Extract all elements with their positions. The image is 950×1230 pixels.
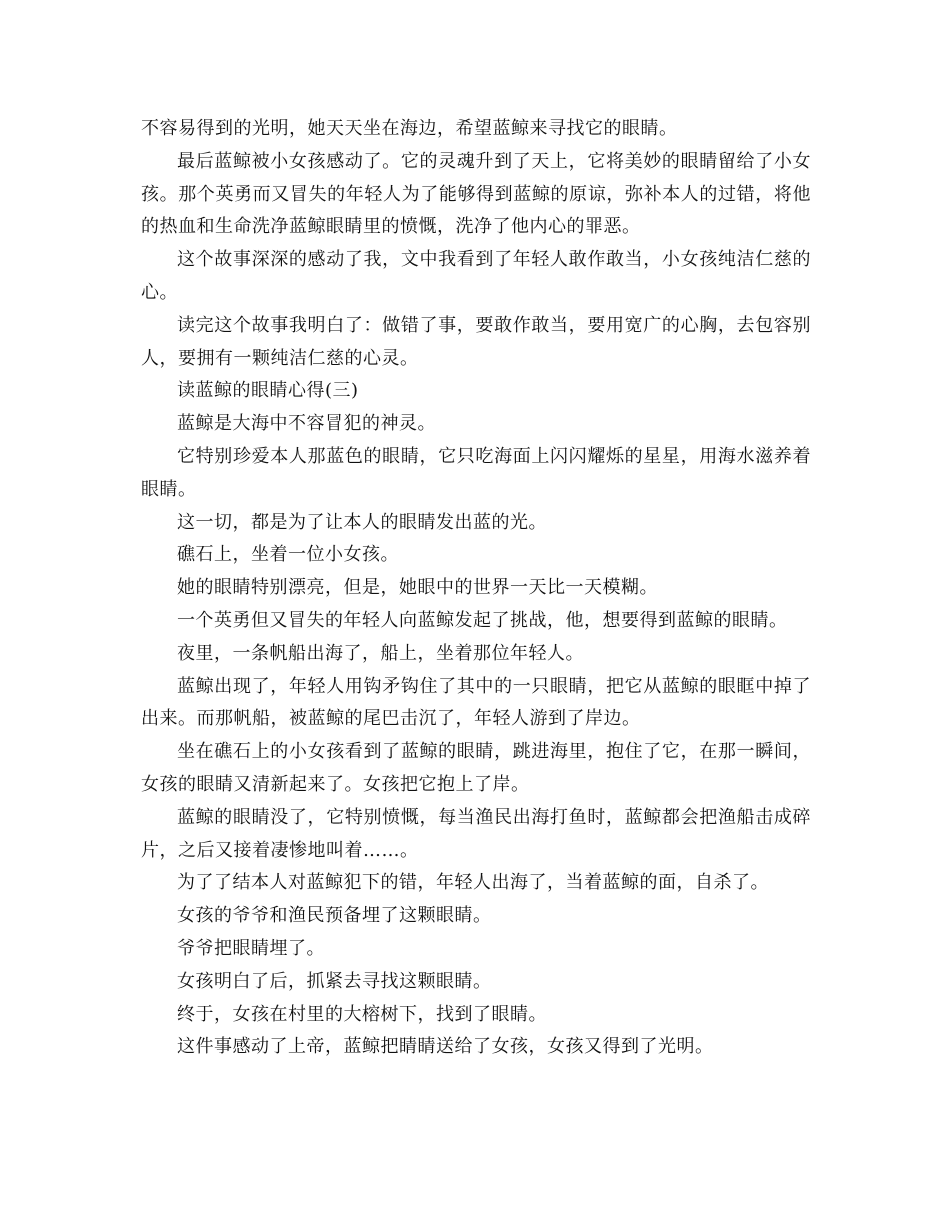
document-body [141, 113, 811, 1064]
paragraph: 这个故事深深的感动了我，文中我看到了年轻人敢作敢当，小女孩纯洁仁慈的心。 [141, 249, 811, 303]
paragraph: 读完这个故事我明白了：做错了事，要敢作敢当，要用宽广的心胸，去包容别人，要拥有一颗纯洁仁慈的心灵。 [141, 314, 811, 369]
paragraph: 蓝鲸出现了，年轻人用钩矛钩住了其中的一只眼睛，把它从蓝鲸的眼眶中掉了出来。而那帆船，被蓝鲸的尾巴击沉了，年轻人游到了岸边。 [141, 675, 811, 730]
paragraph: 一个英勇但又冒失的年轻人向蓝鲸发起了挑战，他，想要得到蓝鲸的眼睛。 [177, 609, 788, 631]
paragraph: 爷爷把眼睛埋了。 [177, 937, 325, 959]
paragraph: 这件事感动了上帝，蓝鲸把睛睛送给了女孩，女孩又得到了光明。 [177, 1036, 714, 1058]
paragraph: 这一切，都是为了让本人的眼睛发出蓝的光。 [177, 511, 547, 533]
paragraph: 最后蓝鲸被小女孩感动了。它的灵魂升到了天上，它将美妙的眼睛留给了小女孩。那个英勇而又冒失的年轻人为了能够得到蓝鲸的原谅，弥补本人的过错，将他的热血和生命洗净蓝鲸眼睛里的愤慨，洗净了他内心的罪恶。 [141, 150, 811, 238]
paragraph: 她的眼睛特别漂亮，但是，她眼中的世界一天比一天模糊。 [177, 577, 658, 599]
paragraph: 坐在礁石上的小女孩看到了蓝鲸的眼睛，跳进海里，抱住了它，在那一瞬间，女孩的眼睛又清新起来了。女孩把它抱上了岸。 [141, 741, 811, 795]
paragraph: 蓝鲸的眼睛没了，它特别愤慨，每当渔民出海打鱼时，蓝鲸都会把渔船击成碎片，之后又接着凄惨地叫着……。 [141, 806, 811, 861]
paragraph: 它特别珍爱本人那蓝色的眼睛，它只吃海面上闪闪耀烁的星星，用海水滋养着眼睛。 [141, 445, 811, 500]
paragraph: 蓝鲸是大海中不容冒犯的神灵。 [177, 413, 436, 435]
paragraph: 女孩的爷爷和渔民预备埋了这颗眼睛。 [177, 905, 492, 927]
paragraph: 夜里，一条帆船出海了，船上，坐着那位年轻人。 [177, 642, 584, 664]
paragraph: 读蓝鲸的眼睛心得(三) [177, 380, 359, 402]
paragraph: 为了了结本人对蓝鲸犯下的错，年轻人出海了，当着蓝鲸的面，自杀了。 [177, 872, 769, 894]
paragraph: 女孩明白了后，抓紧去寻找这颗眼睛。 [177, 970, 492, 992]
paragraph: 不容易得到的光明，她天天坐在海边，希望蓝鲸来寻找它的眼睛。 [141, 118, 678, 139]
paragraph: 终于，女孩在村里的大榕树下，找到了眼睛。 [177, 1003, 547, 1025]
paragraph: 礁石上，坐着一位小女孩。 [177, 544, 399, 566]
